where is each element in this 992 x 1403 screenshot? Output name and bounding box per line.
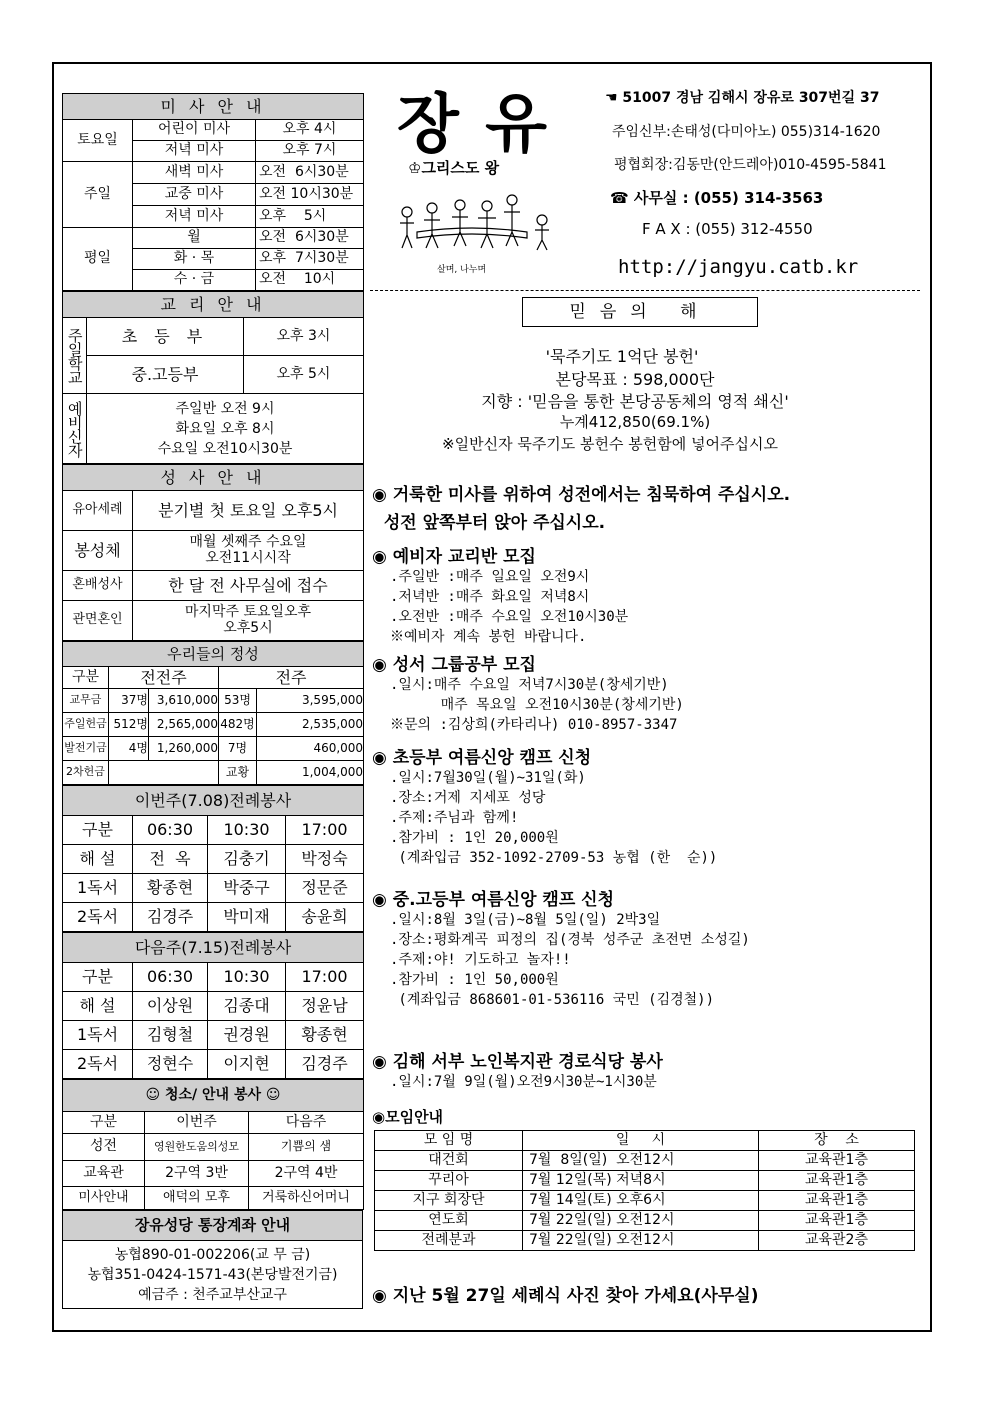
mass-time: 오후 4시	[256, 120, 364, 141]
notice-title: ◉ 중.고등부 여름신앙 캠프 신청	[372, 890, 615, 910]
notice-line: .주제:주님과 함께!	[390, 810, 519, 826]
this-week-title: 이번주(7.08)전례봉사	[63, 786, 364, 816]
meeting-time: 7월 12일(목) 저녁8시	[523, 1171, 759, 1191]
cleaning-cell: 성전	[63, 1134, 145, 1161]
notice-title: ◉ 예비자 교리반 모집	[372, 547, 536, 567]
service-header: 구분	[63, 816, 133, 845]
offering-cell: 1,004,000	[257, 761, 364, 785]
mass-time: 오후 7시30분	[256, 249, 364, 270]
meeting-name: 대건회	[375, 1151, 523, 1171]
service-role: 2독서	[63, 1050, 133, 1079]
offering-header: 전전주	[109, 667, 219, 689]
offering-cell: 2,535,000	[257, 713, 364, 737]
cleaning-cell: 2구역 4반	[249, 1161, 364, 1187]
notice-title: ◉ 지난 5월 27일 세례식 사진 찾아 가세요(사무실)	[372, 1286, 759, 1306]
class-name: 중.고등부	[87, 356, 244, 394]
notice-line: .오전반 :매주 수요일 오전10시30분	[390, 609, 629, 625]
office-fax: F A X : (055) 312-4550	[642, 220, 813, 238]
service-person: 김종대	[208, 992, 286, 1021]
notice-title: ◉ 초등부 여름신앙 캠프 신청	[372, 748, 592, 768]
notice-title: ◉ 김해 서부 노인복지관 경로식당 봉사	[372, 1052, 663, 1072]
service-person: 김충기	[208, 845, 286, 874]
mass-day: 화 · 목	[133, 249, 256, 270]
notice-line: .장소:거제 지세포 성당	[390, 790, 546, 806]
service-header: 10:30	[208, 963, 286, 992]
parish-address: ☚ 51007 경남 김해시 장유로 307번길 37	[605, 90, 880, 106]
cleaning-header: 다음주	[249, 1112, 364, 1134]
service-person: 황종현	[133, 874, 208, 903]
sacrament-name: 유아세례	[63, 491, 133, 531]
saturday-label: 토요일	[63, 120, 133, 162]
doctrine-title: 교 리 안 내	[63, 292, 364, 318]
offering-cell: 53명	[219, 689, 257, 713]
year-line: ※일반신자 묵주기도 봉헌수 봉헌함에 넣어주십시오	[442, 435, 778, 453]
service-person: 이지현	[208, 1050, 286, 1079]
mass-name: 저녁 미사	[133, 206, 256, 228]
catechumen-times	[87, 394, 364, 464]
year-line: 본당목표 : 598,000단	[555, 370, 715, 389]
meeting-time: 7월 8일(일) 오전12시	[523, 1151, 759, 1171]
notice-line: .장소:평화계곡 피정의 집(경북 성주군 초전면 소성길)	[390, 932, 750, 948]
offering-cell: 3,595,000	[257, 689, 364, 713]
offering-cell: 512명	[109, 713, 149, 737]
offering-cell: 482명	[219, 713, 257, 737]
offering-cell: 주일헌금	[63, 713, 109, 737]
service-person: 이상원	[133, 992, 208, 1021]
notice-baptism-photos	[372, 1281, 920, 1306]
notice-line: .일시:8월 3일(금)~8월 5일(일) 2박3일	[390, 912, 661, 928]
account-info	[63, 1241, 363, 1309]
class-name: 초 등 부	[87, 318, 244, 356]
notice-line: (계좌입금 352-1092-2709-53 농협 (한 순))	[390, 850, 718, 866]
notice-bible-study	[372, 650, 920, 735]
sacrament-info: 한 달 전 사무실에 접수	[133, 571, 364, 601]
cleaning-cell: 영원한도움의성모	[145, 1134, 249, 1161]
cleaning-cell: 미사안내	[63, 1187, 145, 1210]
notice-line: .일시:7월30일(월)~31일(화)	[390, 770, 586, 786]
year-line: 누계412,850(69.1%)	[559, 413, 711, 431]
sacrament-info: 매월 셋째주 수요일 오전11시시작	[133, 531, 364, 571]
left-column	[62, 93, 363, 1309]
notice-catechumen	[372, 542, 920, 647]
meeting-place: 교육관2층	[759, 1231, 915, 1251]
office-phone: ☎ 사무실 : (055) 314-3563	[610, 189, 824, 207]
mass-day: 월	[133, 228, 256, 249]
sacrament-info: 마지막주 토요일오후 오후5시	[133, 601, 364, 641]
cleaning-cell: 기쁨의 샘	[249, 1134, 364, 1161]
mass-name: 교중 미사	[133, 184, 256, 206]
offering-cell	[109, 761, 219, 785]
class-time: 오후 5시	[244, 356, 364, 394]
service-role: 해 설	[63, 845, 133, 874]
notice-line: .일시:7월 9일(월)오전9시30분~1시30분	[390, 1074, 657, 1090]
notice-line: 성전 앞쪽부터 앉아 주십시오.	[372, 513, 606, 533]
offering-cell: 2차헌금	[63, 761, 109, 785]
offering-title: 우리들의 정성	[63, 642, 364, 667]
service-person: 박미재	[208, 903, 286, 932]
service-role: 1독서	[63, 874, 133, 903]
catechumen-line: 수요일 오전10시30분	[157, 440, 293, 457]
offering-cell: 교황	[219, 761, 257, 785]
sunday-school-label: 주일학교	[63, 318, 87, 394]
mass-title: 미 사 안 내	[63, 94, 364, 120]
catechumen-line: 주일반 오전 9시	[175, 400, 275, 417]
notice-senior-volunteer	[372, 1047, 920, 1092]
notice-line: .일시:매주 수요일 저녁7시30분(창세기반)	[390, 677, 669, 693]
meeting-name: 지구 회장단	[375, 1191, 523, 1211]
account-title: 장유성당 통장계좌 안내	[63, 1211, 363, 1241]
weekday-label: 평일	[63, 228, 133, 291]
mass-name: 새벽 미사	[133, 162, 256, 184]
offering-header: 구분	[63, 667, 109, 689]
cleaning-cell: 거룩하신어머니	[249, 1187, 364, 1210]
service-person: 전 옥	[133, 845, 208, 874]
mass-time: 오전 6시30분	[256, 162, 364, 184]
offering-cell: 교무금	[63, 689, 109, 713]
cleaning-header: 구분	[63, 1112, 145, 1134]
class-time: 오후 3시	[244, 318, 364, 356]
next-week-service-table	[62, 932, 364, 1079]
notice-elementary-camp	[372, 743, 920, 868]
offering-cell: 460,000	[257, 737, 364, 761]
meeting-time: 7월 22일(일) 오전12시	[523, 1231, 759, 1251]
mass-time: 오후 7시	[256, 141, 364, 162]
meeting-time: 7월 22일(일) 오전12시	[523, 1211, 759, 1231]
service-person: 정현수	[133, 1050, 208, 1079]
service-person: 정문준	[286, 874, 364, 903]
account-table	[62, 1210, 363, 1309]
offering-cell: 3,610,000	[149, 689, 219, 713]
parish-council: 평협회장:김동만(안드레아)010-4595-5841	[614, 157, 887, 173]
service-person: 정윤남	[286, 992, 364, 1021]
offering-cell: 1,260,000	[149, 737, 219, 761]
sacrament-table	[62, 464, 364, 641]
people-illustration-icon	[392, 190, 562, 272]
sacrament-name: 혼배성사	[63, 571, 133, 601]
meeting-name: 전례분과	[375, 1231, 523, 1251]
sacrament-name: 관면혼인	[63, 601, 133, 641]
this-week-service-table	[62, 785, 364, 932]
offering-header: 전주	[219, 667, 364, 689]
parish-logo: 장 유	[397, 87, 549, 162]
offering-cell: 37명	[109, 689, 149, 713]
cleaning-table	[62, 1079, 364, 1210]
offering-cell: 발전기금	[63, 737, 109, 761]
service-person: 김경주	[286, 1050, 364, 1079]
header-divider	[370, 290, 920, 291]
service-person: 박중구	[208, 874, 286, 903]
offering-cell: 7명	[219, 737, 257, 761]
service-person: 황종현	[286, 1021, 364, 1050]
service-header: 17:00	[286, 816, 364, 845]
doctrine-table	[62, 291, 364, 464]
meeting-time: 7월 14일(토) 오후6시	[523, 1191, 759, 1211]
cleaning-title: ☺ 청소/ 안내 봉사 ☺	[63, 1080, 364, 1112]
sunday-label: 주일	[63, 162, 133, 228]
mass-name: 어린이 미사	[133, 120, 256, 141]
catechumen-label: 예비신자	[63, 394, 87, 464]
mass-time: 오전 6시30분	[256, 228, 364, 249]
meeting-place: 교육관1층	[759, 1211, 915, 1231]
notice-line: (계좌입금 868601-01-536116 국민 (김경철))	[390, 992, 715, 1008]
account-line: 농협351-0424-1571-43(본당발전기금)	[87, 1266, 338, 1283]
service-person: 권경원	[208, 1021, 286, 1050]
year-line: 지향 : '믿음을 통한 본당공동체의 영적 쇄신'	[481, 392, 789, 411]
meeting-place: 교육관1층	[759, 1171, 915, 1191]
service-role: 1독서	[63, 1021, 133, 1050]
meeting-place: 교육관1층	[759, 1151, 915, 1171]
meeting-name: 연도회	[375, 1211, 523, 1231]
service-header: 17:00	[286, 963, 364, 992]
meetings-table	[374, 1130, 915, 1251]
notice-line: 매주 목요일 오전10시30분(창세기반)	[390, 697, 684, 713]
offering-cell: 2,565,000	[149, 713, 219, 737]
service-person: 김형철	[133, 1021, 208, 1050]
next-week-title: 다음주(7.15)전례봉사	[63, 933, 364, 963]
mass-table	[62, 93, 364, 291]
meetings-title: ◉모임안내	[372, 1108, 444, 1126]
notice-line: .주일반 :매주 일요일 오전9시	[390, 569, 590, 585]
parish-url[interactable]: http://jangyu.catb.kr	[618, 256, 859, 278]
offering-cell: 4명	[109, 737, 149, 761]
cleaning-cell: 2구역 3반	[145, 1161, 249, 1187]
meeting-header: 일 시	[523, 1131, 759, 1151]
service-role: 2독서	[63, 903, 133, 932]
meeting-header: 장 소	[759, 1131, 915, 1151]
notice-line: .주제:야! 기도하고 놀자!!	[390, 952, 571, 968]
service-header: 06:30	[133, 816, 208, 845]
mass-day: 수 · 금	[133, 270, 256, 291]
service-person: 박정숙	[286, 845, 364, 874]
cleaning-cell: 애덕의 모후	[145, 1187, 249, 1210]
parish-motto: 살며, 나누며	[437, 265, 487, 275]
parish-subtitle: ♔그리스도 왕	[408, 159, 500, 177]
sacrament-info: 분기별 첫 토요일 오후5시	[133, 491, 364, 531]
meeting-place: 교육관1층	[759, 1191, 915, 1211]
mass-time: 오전 10시30분	[256, 184, 364, 206]
cleaning-header: 이번주	[145, 1112, 249, 1134]
sacrament-name: 봉성체	[63, 531, 133, 571]
notice-silence	[372, 480, 920, 533]
mass-time: 오후 5시	[256, 206, 364, 228]
notice-title: ◉ 성서 그룹공부 모집	[372, 655, 536, 675]
meeting-header: 모 임 명	[375, 1131, 523, 1151]
year-of-faith-title: 믿음의 해	[522, 297, 758, 327]
year-line: '묵주기도 1억단 봉헌'	[545, 347, 699, 366]
meeting-name: 꾸리아	[375, 1171, 523, 1191]
offering-table	[62, 641, 364, 785]
parish-priest: 주임신부:손태성(다미아노) 055)314-1620	[612, 124, 881, 140]
account-line: 예금주 : 천주교부산교구	[138, 1286, 287, 1303]
service-person: 송윤희	[286, 903, 364, 932]
notice-line: ※예비자 계속 봉헌 바랍니다.	[390, 629, 587, 645]
catechumen-line: 화요일 오후 8시	[175, 420, 275, 437]
cleaning-cell: 교육관	[63, 1161, 145, 1187]
account-line: 농협890-01-002206(교 무 금)	[114, 1246, 311, 1263]
sacrament-title: 성 사 안 내	[63, 465, 364, 491]
notice-youth-camp	[372, 885, 920, 1010]
notice-title: ◉ 거룩한 미사를 위하여 성전에서는 침묵하여 주십시오.	[372, 485, 791, 505]
mass-name: 저녁 미사	[133, 141, 256, 162]
notice-line: .참가비 : 1인 20,000원	[390, 830, 559, 846]
notice-line: .참가비 : 1인 50,000원	[390, 972, 559, 988]
notice-line: .저녁반 :매주 화요일 저녁8시	[390, 589, 590, 605]
mass-time: 오전 10시	[256, 270, 364, 291]
service-header: 10:30	[208, 816, 286, 845]
notice-line: ※문의 :김상희(카타리나) 010-8957-3347	[390, 717, 678, 733]
service-header: 구분	[63, 963, 133, 992]
service-role: 해 설	[63, 992, 133, 1021]
service-header: 06:30	[133, 963, 208, 992]
service-person: 김경주	[133, 903, 208, 932]
